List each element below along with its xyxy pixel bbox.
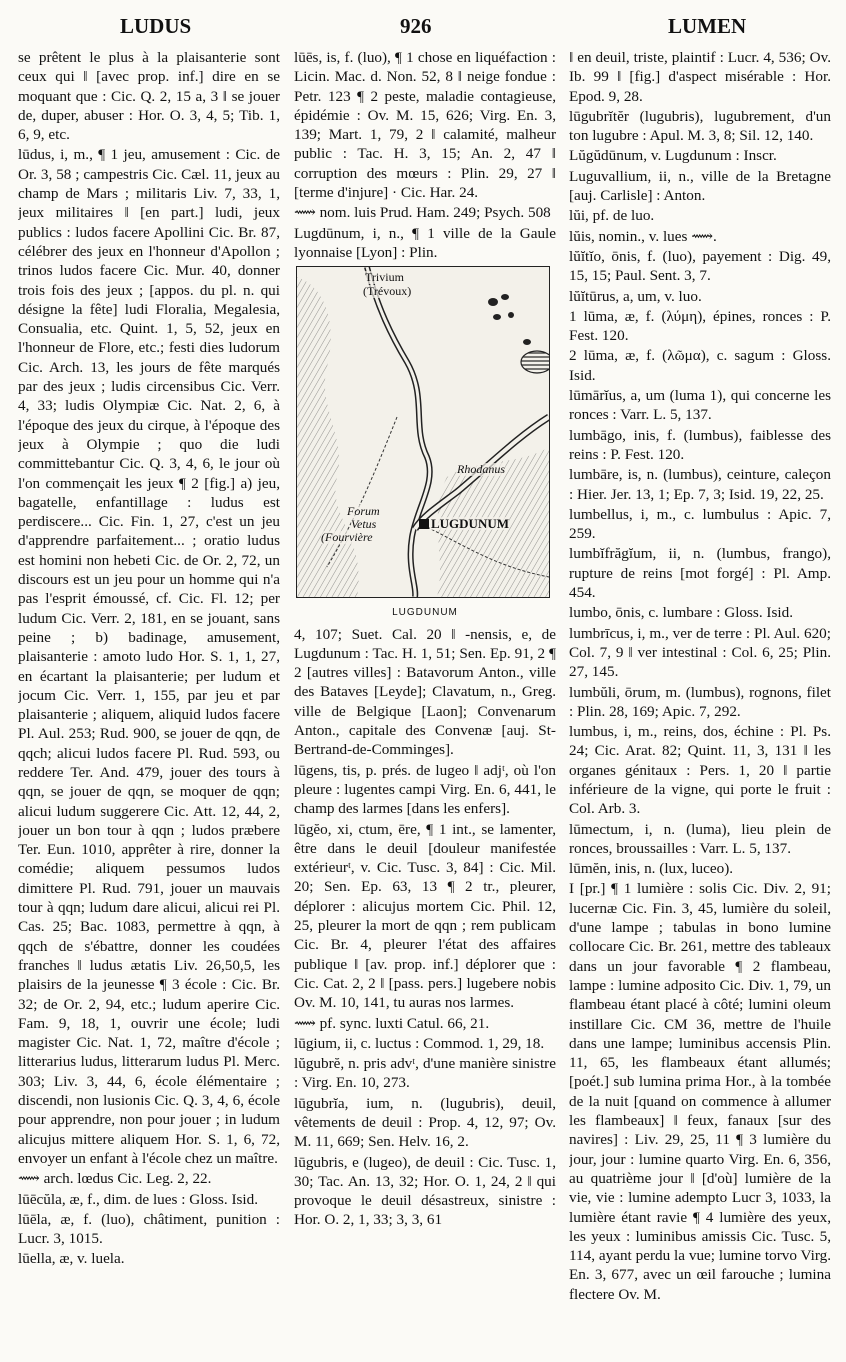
map-caption: LUGDUNUM bbox=[392, 607, 458, 619]
entry-lumectum: lūmectum, i, n. (luma), lieu plein de ronces, broussailles : Varr. L. 5, 137. bbox=[569, 820, 831, 857]
lake bbox=[508, 312, 514, 318]
entry-text: ‖ en deuil, triste, plaintif : Lucr. 4, 536; Ov. Ib. 99 ‖ [fig.] d'aspect misérable : Hor. Epod. 9, 28. bbox=[569, 49, 831, 105]
entry-lui: lŭi, pf. de luo. bbox=[569, 207, 655, 225]
entry-luitio: lŭĭtĭo, ōnis, f. (luo), payement : Dig. 49, 15, 15; Paul. Sent. 3, 7. bbox=[569, 247, 831, 285]
hills-west bbox=[297, 277, 359, 597]
entry-lumbago: lumbāgo, inis, f. (lumbus), faiblesse des reins : P. Fest. 120. bbox=[569, 426, 831, 463]
map-label-rhodanus: Rhodanus bbox=[457, 462, 505, 477]
entry-lumarius: lūmārĭus, a, um (luma 1), qui concerne les ronces : Varr. L. 5, 137. bbox=[569, 387, 831, 424]
lake bbox=[501, 294, 509, 300]
head-right-word: LUMEN bbox=[668, 14, 747, 38]
map-label-fourviere: (Fourvière bbox=[321, 530, 373, 545]
entry-luguvallium: Luguvallium, ii, n., ville de la Bretagne [auj. Carlisle] : Anton. bbox=[569, 167, 831, 205]
head-left-word: LUDUS bbox=[120, 14, 192, 38]
entry-lues: lūēs, is, f. (luo), ¶ 1 chose en liquéfaction : Licin. Mac. d. Non. 52, 8 ‖ neige fondue : Petr. 123 ¶ 2 peste, maladie contagieuse, épidémie : Ov. M. 15, 626; Virg. En. 3, 139; Mart. 1, 79, 2 ‖ calamité, malheur public : Tac. H. 3, 15; An. 2, 47 ‖ corruption des mœurs : Plin. 29, 27 ‖ [terme d'injure] · Cic. Har. 24. bbox=[294, 49, 556, 202]
entry-note: ⟿ nom. luis Prud. Ham. 249; Psych. 508 bbox=[294, 204, 551, 222]
page-number: 926 bbox=[400, 14, 432, 38]
entry-lugubre: lŭgubrĕ, n. pris advᵗ, d'une manière sinistre : Virg. En. 10, 273. bbox=[294, 1055, 556, 1092]
lake bbox=[488, 298, 498, 306]
lake bbox=[521, 351, 549, 373]
entry-lumbuli: lumbŭli, ōrum, m. (lumbus), rognons, filet : Plin. 28, 169; Apic. 7, 292. bbox=[569, 683, 831, 720]
entry-lumen-senses: I [pr.] ¶ 1 lumière : solis Cic. Div. 2, 91; lucernæ Cic. Fin. 3, 45, lumière du soleil, d'une lampe ; tabulas in bono lumine collocare Cic. Br. 261, mettre des tableaux dans un jour favorable ¶ 2 flambeau, lampe : lumine adposito Cic. Div. 1, 79, un flambeau étant placé à côté; lumini oleum instillare Cic. CM 36, mettre de l'huile dans une lampe; luminibus accensis Plin. 11, 65, les flambeaux étant allumés; [poét.] sub lumina prima Hor., à la tombée de la nuit [quand on commence à allumer les flambeaux] ‖ feux, fanaux [sur des navires] : Liv. 29, 25, 11 ¶ 3 lumière du jour, jour : lumine quarto Virg. En. 6, 356, au quatrième jour ‖ [d'où] lumière de la vie, vie : lumine adempto Lucr 3, 1033, la lumière étant ravie ¶ 4 lumière des yeux, les yeux : luminibus amissis Cic. Tusc. 5, 114, ayant perdu la vue; lumine torvo Virg. En. 3, 677, avec un œil farouche ; lumina flectere Ov. M. bbox=[569, 880, 831, 1303]
lake bbox=[523, 339, 531, 345]
entry-lugubria: lūgubrĭa, ium, n. (lugubris), deuil, vêtements de deuil : Prop. 4, 12, 97; Ov. M. 11, 669; Sen. Helv. 16, 2. bbox=[294, 1094, 556, 1151]
entry-lugium: lūgium, ii, c. luctus : Commod. 1, 29, 18. bbox=[294, 1034, 545, 1052]
city-mark bbox=[419, 519, 429, 529]
entry-lumbo: lumbo, ōnis, c. lumbare : Gloss. Isid. bbox=[569, 604, 794, 622]
entry-lugdunum-cont: 4, 107; Suet. Cal. 20 ‖ -nensis, e, de Lugdunum : Tac. H. 1, 51; Sen. Ep. 91, 2 ¶ 2 [autres villes] : Batavorum Anton., ville des Bataves [Leyde]; Clavatum, n., Greg. ville de Belgique [Laon]; Convenarum Anton., capitale des Convenæ [auj. St-Bertrand-de-Comminges]. bbox=[294, 625, 556, 759]
entry-note: ⟿ arch. lœdus Cic. Leg. 2, 22. bbox=[18, 1170, 212, 1188]
column-1 bbox=[18, 48, 280, 1354]
lugdunum-map bbox=[296, 266, 550, 598]
entry-luela: lūēla, æ, f. (luo), châtiment, punition : Lucr. 3, 1015. bbox=[18, 1210, 280, 1248]
entry-lumbifragium: lumbĭfrăgĭum, ii, n. (lumbus, frango), rupture de reins [mot forgé] : Pl. Amp. 454. bbox=[569, 545, 831, 602]
entry-lugubriter: lūgubrĭtĕr (lugubris), lugubrement, d'un ton lugubre : Apul. M. 3, 8; Sil. 12, 140. bbox=[569, 107, 831, 145]
entry-luma-2: 2 lūma, æ, f. (λῶμα), c. sagum : Gloss. Isid. bbox=[569, 347, 831, 384]
map-label-vetus: Vetus bbox=[351, 517, 377, 532]
entry-lumen: lūmĕn, inis, n. (lux, luceo). bbox=[569, 860, 734, 878]
entry-luis: lŭis, nomin., v. lues ⟿. bbox=[569, 227, 717, 245]
entry-lugens: lūgens, tis, p. prés. de lugeo ‖ adjᵗ, où l'on pleure : lugentes campi Virg. En. 6, 441, le champ des larmes [dans les enfers]. bbox=[294, 761, 556, 818]
entry-luma-1: 1 lūma, æ, f. (λύμη), épines, ronces : P. Fest. 120. bbox=[569, 307, 831, 345]
entry-lugubris: lūgubris, e (lugeo), de deuil : Cic. Tusc. 1, 30; Tac. An. 13, 32; Hor. O. 1, 24, 2 ‖ qui provoque le deuil désastreux, sinistre : Hor. O. 2, 1, 33; 3, 3, 61 bbox=[294, 1153, 556, 1229]
map-label-trivium: Trivium bbox=[365, 270, 404, 285]
entry-ludus: lūdus, i, m., ¶ 1 jeu, amusement : Cic. de Or. 3, 58 ; campestris Cic. Cæl. 11, jeux au champ de Mars ; militaris Liv. 7, 33, 1, jeux militaires ‖ [en part.] ludi, jeux publics : ludos facere Apollini Cic. Br. 87, célébrer des jeux en l'honneur d'Apollon ; trinos ludos facere Cic. Mur. 40, donner trois fois des jeux ; [appos. du pl. n. qui désigne la fête] ludi Floralia, Megalesia, Consualia, etc. Quint. 1, 5, 52, jeux en l'honneur de Flore, etc.; festi dies ludorum Cic. Arch. 13, les jours de fête marqués par des jeux ; ludis circensibus Cic. Verr. 4, 33; ludis Olympiæ Cic. Nat. 2, 6, à l'époque des jeux du cirque, à l'époque des jeux à Olympie ; quo die ludi committebantur Cic. Q. 3, 4, 6, le jour où l'on commençait les jeux ¶ 2 [fig.] a) jeu, bagatelle, enfantillage : ludus est perdiscere... Cic. Fin. 1, 27, c'est un jeu d'apprendre parfaitement... ; oratio ludus est homini non hebeti Cic. de Or. 2, 72, un discours est un jeu pour un homme qui n'a pas l'esprit émoussé, cf. Cic. Fl. 12; per ludum Cic. Verr. 2, 181, en se jouant, sans peine ; b) badinage, amusement, plaisanterie : amoto ludo Hor. S. 1, 1, 27, en écartant la plaisanterie; per ludum et jocum Cic. Verr. 1, 155, par jeu et par plaisanterie ; aliquem, aliquid ludos facere Pl. Aul. 253; Rud. 900, se jouer de qqn, de qqch; alicui ludos facere Pl. Rud. 593, ou reddere Ter. And. 479, jouer des tours à qqn, se jouer de qqn, se moquer de qqn; alicui ludum suggerere Cic. Att. 12, 44, 2, jouer un bon tour à qqn ; ludos præbere Ter. Eun. 1010, apprêter à rire, donner la comédie; aliquem pessumos ludos dimittere Pl. Rud. 791, jouer un mauvais tour à qqn; ludum dare alicui, alicui rei Pl. Cas. 25; Bac. 1083, permettre à qqn, à qqch de s'ébattre, donner les coudées franches ‖ ludus ætatis Liv. 26,50,5, les plaisirs de la jeunesse ¶ 3 école : Cic. Br. 32; de Or. 2, 94, etc.; ludum aperire Cic. Fam. 9, 18, 1, ouvrir une école; ludi magister Cic. Nat. 1, 72, maître d'école ; litterarius ludus, litterarum ludus Pl. Merc. 303; Liv. 3, 44, 6, école élémentaire ; discendi, non lusionis Cic. Q. 3, 4, 6, école pour apprendre, non pour jouer ; in ludum alicujus mittere aliquem Hor. S. 1, 6, 72, envoyer un enfant à l'école chez un maître. bbox=[18, 146, 280, 1167]
map-label-forum: Forum bbox=[347, 504, 380, 519]
entry-text: se prêtent le plus à la plaisanterie sont ceux qui ‖ [avec prop. inf.] dire en se moquant que : Cic. Q. 2, 15 a, 3 ‖ se jouer de, duper, abuser : Hor. O. 3, 4, 5; Tib. 1, 6, 9, etc. bbox=[18, 49, 280, 144]
entry-note: ⟿ pf. sync. luxti Catul. 66, 21. bbox=[294, 1014, 490, 1032]
entry-lugdunum: Lugdūnum, i, n., ¶ 1 ville de la Gaule lyonnaise [Lyon] : Plin. bbox=[294, 224, 556, 261]
map-label-lugdunum: LUGDUNUM bbox=[431, 516, 509, 532]
entry-luecula: lūēcŭla, æ, f., dim. de lues : Gloss. Isid. bbox=[18, 1190, 259, 1208]
entry-lumbricus: lumbrīcus, i, m., ver de terre : Pl. Aul. 620; Col. 7, 9 ‖ ver intestinal : Col. 6, 25; Plin. 27, 145. bbox=[569, 624, 831, 681]
map-figure bbox=[294, 266, 556, 622]
lake bbox=[493, 314, 501, 320]
entry-luella: lūella, æ, v. luela. bbox=[18, 1250, 125, 1268]
entry-lugeo: lūgĕo, xi, ctum, ēre, ¶ 1 int., se lamenter, être dans le deuil [douleur manifestée extérieurᵗ, v. Cic. Tusc. 3, 84] : Cic. Mil. 20; Sen. Ep. 63, 13 ¶ 2 tr., pleurer, déplorer : alicujus mortem Cic. Phil. 12, 25, pleurer la mort de qqn ; rem publicam Cic. Br. 4, pleurer l'état des affaires publique ‖ [av. prop. inf.] déplorer que : Cic. Cat. 2, 2 ‖ [pass. pers.] lugebere nobis Ov. M. 10, 141, tu auras nos larmes. bbox=[294, 820, 556, 1012]
entry-lumbellus: lumbellus, i, m., c. lumbulus : Apic. 7, 259. bbox=[569, 505, 831, 543]
running-head bbox=[0, 14, 846, 42]
entry-lumbare: lumbāre, is, n. (lumbus), ceinture, caleçon : Hier. Jer. 13, 1; Ep. 7, 3; Isid. 19, 22, 25. bbox=[569, 466, 831, 503]
entry-luiturus: lŭĭtūrus, a, um, v. luo. bbox=[569, 287, 702, 305]
entry-lumbus: lumbus, i, m., reins, dos, échine : Pl. Ps. 24; Cic. Arat. 82; Quint. 11, 3, 131 ‖ les organes génitaux : Pers. 1, 20 ‖ partie inférieure de la vigne, qui porte le fruit : Col. Arb. 3. bbox=[569, 723, 831, 818]
column-2 bbox=[294, 48, 556, 1354]
column-3 bbox=[569, 48, 831, 1354]
map-drawing bbox=[297, 267, 549, 597]
map-label-trevoux: (Trévoux) bbox=[363, 284, 412, 299]
entry-lugudunum: Lŭgŭdūnum, v. Lugdunum : Inscr. bbox=[569, 147, 777, 165]
